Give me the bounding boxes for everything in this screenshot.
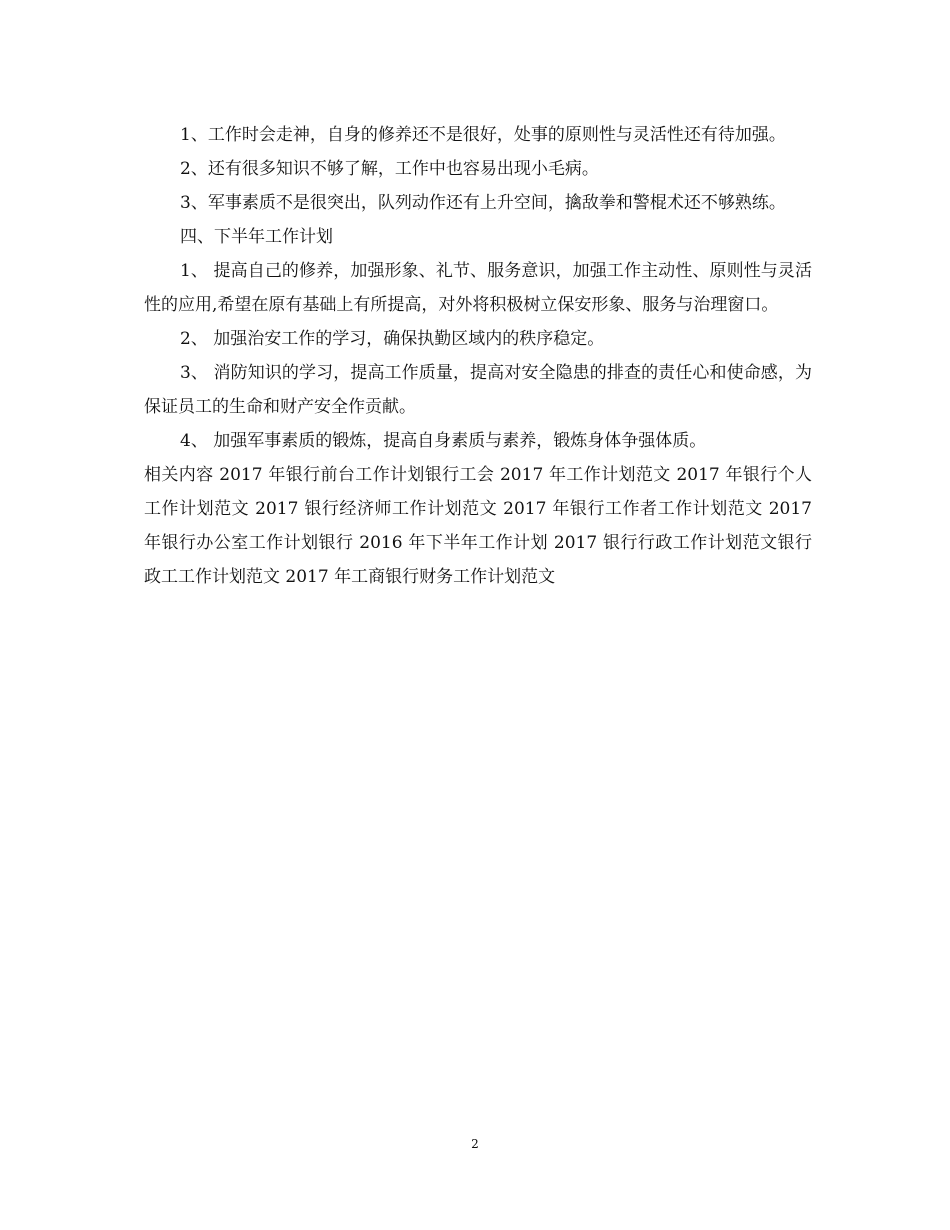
- page-number: 2: [471, 1137, 479, 1151]
- paragraph-plan-1: 1、 提高自己的修养，加强形象、礼节、服务意识，加强工作主动性、原则性与灵活性的应用,希望在原有基础上有所提高，对外将积极树立保安形象、服务与治理窗口。: [144, 261, 812, 315]
- paragraph-plan-2: 2、 加强治安工作的学习，确保执勤区域内的秩序稳定。: [180, 329, 605, 349]
- paragraph-shortcoming-1: 1、工作时会走神，自身的修养还不是很好，处事的原则性与灵活性还有待加强。: [180, 125, 786, 145]
- paragraph-shortcoming-2: 2、还有很多知识不够了解，工作中也容易出现小毛病。: [180, 159, 599, 179]
- document-body: [144, 118, 812, 594]
- paragraph-shortcoming-3: 3、军事素质不是很突出，队列动作还有上升空间，擒敌拳和警棍术还不够熟练。: [180, 193, 786, 213]
- paragraph-plan-3: 3、 消防知识的学习，提高工作质量，提高对安全隐患的排查的责任心和使命感，为保证员工的生命和财产安全作贡献。: [144, 363, 812, 417]
- paragraph-plan-4: 4、 加强军事素质的锻炼，提高自身素质与素养，锻炼身体争强体质。: [180, 431, 707, 451]
- related-content: 相关内容 2017 年银行前台工作计划银行工会 2017 年工作计划范文 2017 年银行个人工作计划范文 2017 银行经济师工作计划范文 2017 年银行工作者工作计划范文 2017 年银行办公室工作计划银行 2016 年下半年工作计划 2017 银行行政工作计划范文银行政工工作计划范文 2017 年工商银行财务工作计划范文: [144, 465, 812, 587]
- section-heading-plan: 四、下半年工作计划: [180, 227, 333, 247]
